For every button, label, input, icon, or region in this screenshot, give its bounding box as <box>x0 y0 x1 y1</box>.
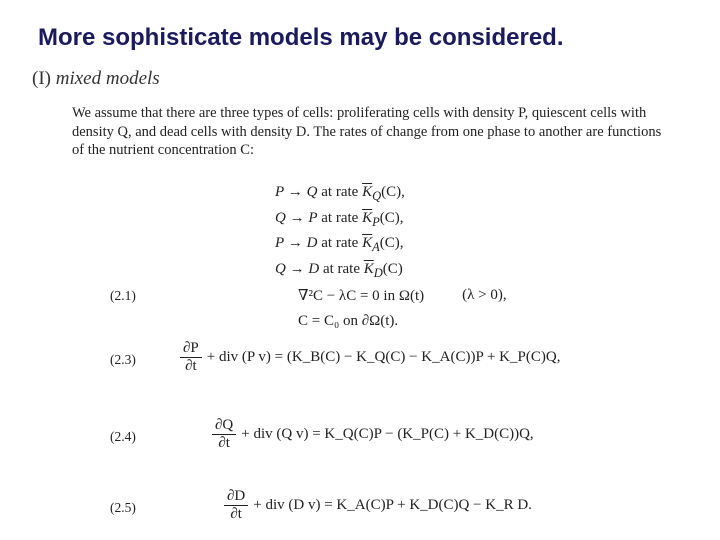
intro-paragraph: We assume that there are three types of cells: proliferating cells with density P, quiescent cells with density Q, and dead cells with density D. The rates of change from one phase to another are functions of the nutrient concentration C: <box>72 105 662 158</box>
equation-label-2-4: (2.4) <box>110 429 136 444</box>
subtitle-number: (I) <box>32 68 51 89</box>
rate-line-p-q: P → Q at rate $\overline{K}_Q(C)$, <box>275 184 405 203</box>
equation-2-3: $\frac{\partial P}{\partial t}$ + div (P v) = (K_B(C) − K_Q(C) − K_A(C))P + K_P(C)Q, <box>180 340 560 375</box>
fraction-dd-dt: $\frac{\partial D}{\partial t}$ <box>224 488 248 523</box>
slide-title: More sophisticate models may be considered. <box>38 24 564 51</box>
equation-label-2-1: (2.1) <box>110 288 136 303</box>
slide-subtitle <box>32 68 160 90</box>
equation-2-5: $\frac{\partial D}{\partial t}$ + div (D v) = K_A(C)P + K_D(C)Q − K_R D. <box>224 488 532 523</box>
transition-rates <box>275 180 405 282</box>
fraction-dp-dt: $\frac{\partial P}{\partial t}$ <box>180 340 202 375</box>
fraction-dq-dt: $\frac{\partial Q}{\partial t}$ <box>212 417 236 452</box>
rate-line-p-d: P → D at rate $\overline{K}_A(C)$, <box>275 235 404 254</box>
rate-line-q-d: Q → D at rate $\overline{K}_D(C)$ <box>275 260 403 280</box>
equation-2-4: $\frac{\partial Q}{\partial t}$ + div (Q v) = K_Q(C)P − (K_P(C) + K_D(C))Q, <box>212 417 534 452</box>
equation-label-2-3: (2.3) <box>110 352 136 367</box>
subtitle-text: mixed models <box>55 68 160 89</box>
equation-label-2-5: (2.5) <box>110 500 136 515</box>
equation-2-1-line-1: ∇²C − λC = 0 in Ω(t) (λ > 0), <box>298 287 507 304</box>
rate-line-q-p: Q → P at rate $\overline{K}_P(C)$, <box>275 209 404 229</box>
equation-2-1-line-2: C = C₀ on ∂Ω(t). <box>298 313 399 329</box>
